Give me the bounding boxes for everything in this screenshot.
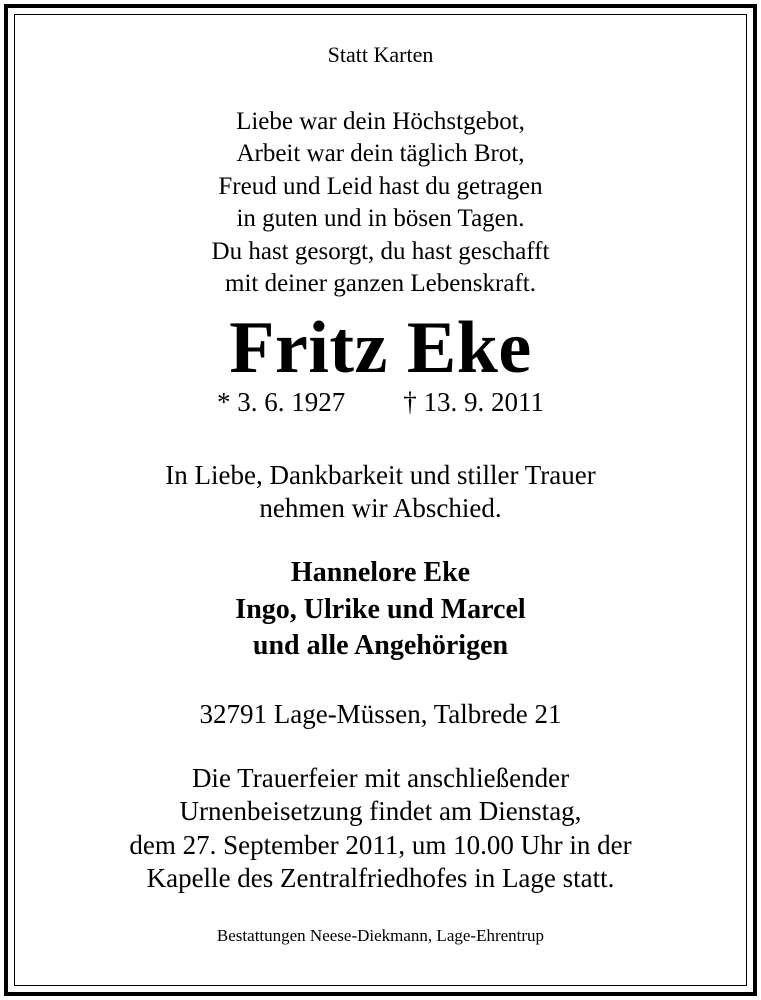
farewell-line: In Liebe, Dankbarkeit und stiller Trauer xyxy=(165,460,596,490)
birth-date: * 3. 6. 1927 xyxy=(217,387,346,417)
mourners-list xyxy=(0,555,761,665)
mourner-line: Ingo, Ulrike und Marcel xyxy=(235,593,526,625)
mourner-line: Hannelore Eke xyxy=(290,557,471,588)
poem-line: Freud und Leid hast du getragen xyxy=(218,172,543,200)
poem-line: Du hast gesorgt, du hast geschafft xyxy=(211,237,550,265)
poem-line: mit deiner ganzen Lebenskraft. xyxy=(225,270,536,298)
ceremony-line: Urnenbeisetzung findet am Dienstag, xyxy=(179,796,582,827)
ceremony-info xyxy=(0,762,761,895)
address: 32791 Lage-Müssen, Talbrede 21 xyxy=(199,699,562,729)
deceased-name: Fritz Eke xyxy=(229,307,532,389)
header-text: Statt Karten xyxy=(327,42,434,67)
ceremony-line: Kapelle des Zentralfriedhofes in Lage statt. xyxy=(146,862,615,893)
ceremony-line: dem 27. September 2011, um 10.00 Uhr in der xyxy=(129,829,632,860)
farewell-text xyxy=(0,459,761,525)
farewell-line: nehmen wir Abschied. xyxy=(259,493,502,523)
death-date: † 13. 9. 2011 xyxy=(403,387,544,417)
poem-line: Arbeit war dein täglich Brot, xyxy=(236,140,525,168)
life-dates xyxy=(0,385,761,419)
poem-line: Liebe war dein Höchstgebot, xyxy=(236,108,525,135)
poem xyxy=(0,106,761,300)
poem-line: in guten und in bösen Tagen. xyxy=(236,205,525,233)
ceremony-line: Die Trauerfeier mit anschließender xyxy=(191,763,570,793)
undertaker-credit: Bestattungen Neese-Diekmann, Lage-Ehrentrup xyxy=(216,926,545,945)
mourner-line: und alle Angehörigen xyxy=(252,630,509,661)
